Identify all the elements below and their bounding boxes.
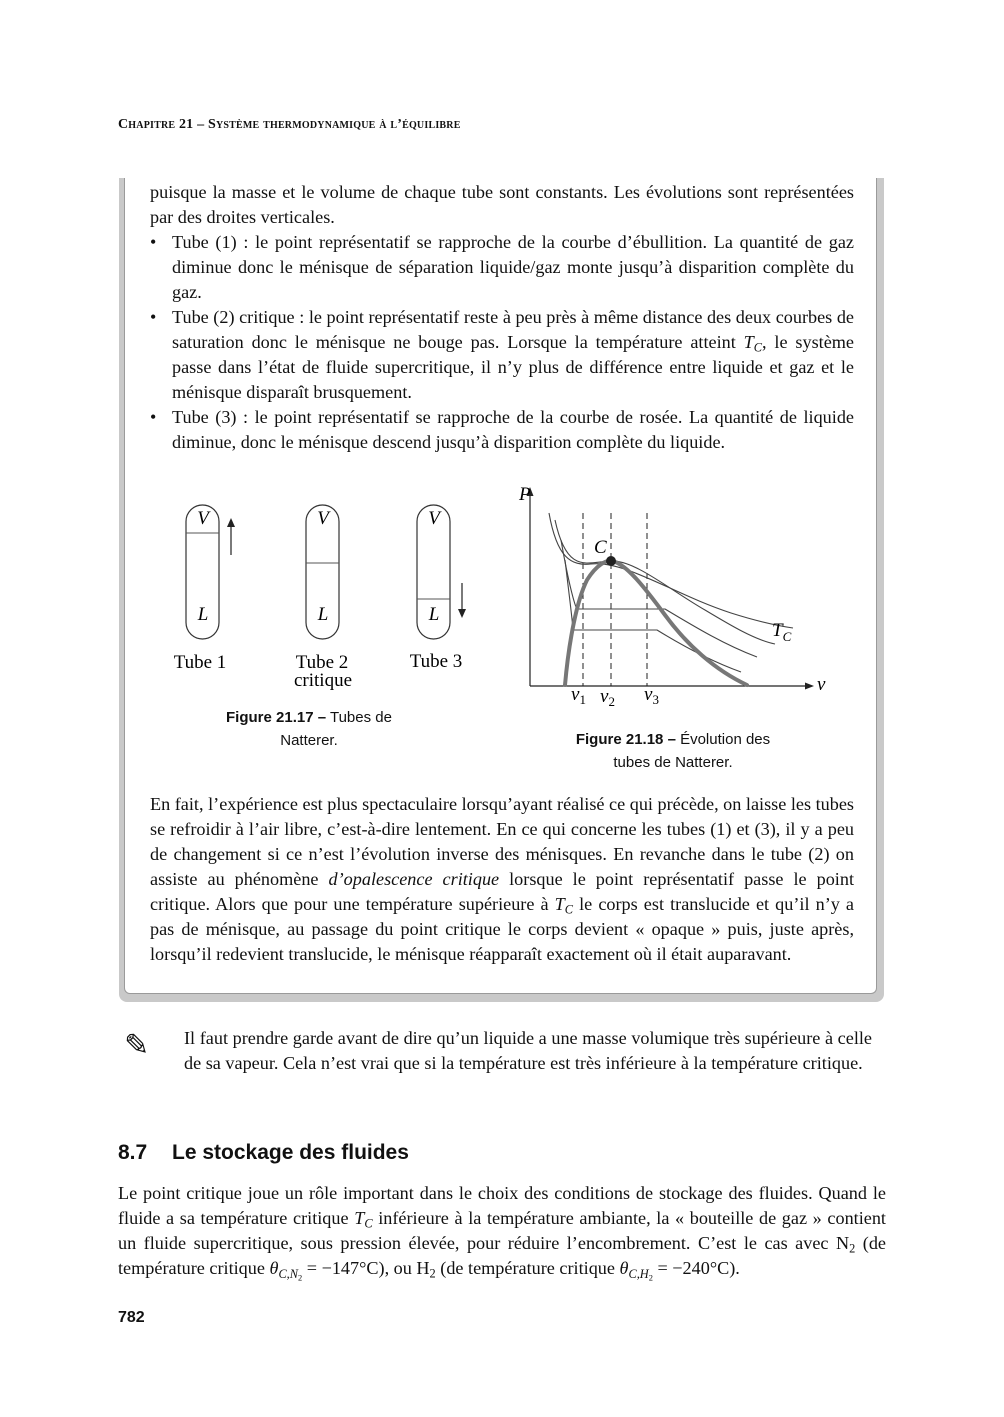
tube-2-name-line2: critique <box>293 670 353 691</box>
tube-3-liquid-label: L <box>428 604 440 625</box>
bullet-tube-1: • Tube (1) : le point représentatif se rapproche de la courbe d’ébullition. La quantité de gaz diminue donc le ménisque de séparation liquide/gaz monte jusqu’à disparition complète du gaz. <box>150 230 854 305</box>
figure-21-17-caption: Figure 21.17 – Tubes de Natterer. <box>226 709 392 749</box>
tube-2 <box>294 505 352 691</box>
figure-natterer-tubes <box>160 495 490 695</box>
critical-point-label: C <box>594 537 607 558</box>
bullet-tube-3: • Tube (3) : le point représentatif se rapproche de la courbe de rosée. La quantité de liquide diminue, donc le ménisque descend jusqu’à disparition complète du liquide. <box>150 405 854 455</box>
box-conclusion: En fait, l’expérience est plus spectaculaire lorsqu’ayant réalisé ce qui précède, on laisse les tubes se refroidir à l’air libre, c’est-à-dire lentement. En ce qui concerne les tubes (1) et (3), il y a peu de changement si ce n’est l’évolution inverse des ménisques. En revanche dans le tube (2) on assiste au phénomène d’opalescence critique lorsque le point représentatif passe le point critique. Alors que pour une température supérieure à $T_C$ le corps est translucide et qu’il n’y a pas de ménisque, au passage du point critique le corps devient « opaque » puis, juste après, lorsqu’il redevient translucide, le ménisque réapparaît exactement où il était auparavant. <box>150 794 855 964</box>
page-number: 782 <box>118 1309 145 1326</box>
v-axis-label: v <box>817 674 826 695</box>
bullet-list <box>150 230 854 455</box>
tube-1-vapor-label: V <box>197 508 209 529</box>
body-paragraph: Le point critique joue un rôle important dans le choix des conditions de stockage des fluides. Quand le fluide a sa température critique $T_C$ inférieure à la température ambiante, la « bouteille de gaz » contient un fluide supercritique, sous pression élevée, pour réduire l’encombrement. C’est le cas avec $N_2$ (de température critique $\theta_{C,N_2} = -147^\circ C$), ou $H_2$ (de température critique $\theta_{C,H_2} = -240^\circ C$). <box>118 1183 886 1283</box>
tube-1-name: Tube 1 <box>173 652 227 673</box>
tube-2-vapor-label: V <box>317 508 329 529</box>
isotherm-low-1 <box>561 540 757 657</box>
isotherm-high <box>549 513 793 628</box>
v1-label: $v_1$ <box>571 684 586 707</box>
p-axis-label: P <box>519 484 531 505</box>
box-intro: puisque la masse et le volume de chaque tube sont constants. Les évolutions sont représentées par des droites verticales. <box>150 182 854 227</box>
tube-2-name: Tube 2 <box>295 652 349 673</box>
margin-note: Il faut prendre garde avant de dire qu’un liquide a une masse volumique très supérieure à celle de sa vapeur. Cela n’est vrai que si la température est très inférieure à la température critique. <box>184 1028 872 1073</box>
critical-isotherm-label: $T_C$ <box>772 620 792 644</box>
tube-3-name: Tube 3 <box>409 651 463 672</box>
box-text-top <box>150 180 854 455</box>
tube-1 <box>174 505 235 673</box>
tube-3-vapor-label: V <box>428 508 440 529</box>
running-head: Chapitre 21 – Système thermodynamique à l’équilibre <box>118 117 461 132</box>
section-heading <box>118 1141 409 1165</box>
section-number: 8.7 <box>118 1141 148 1164</box>
section-title: Le stockage des fluides <box>172 1141 409 1164</box>
tube-2-liquid-label: L <box>317 604 329 625</box>
figure-21-18-caption: Figure 21.18 – Évolution des tubes de Natterer. <box>575 731 771 771</box>
tube-3 <box>410 505 466 672</box>
pencil-icon: ✎ <box>124 1028 150 1063</box>
tube-1-liquid-label: L <box>197 604 209 625</box>
critical-point-marker <box>606 556 616 566</box>
v3-label: $v_3$ <box>644 684 659 707</box>
figure-pv-diagram <box>505 480 835 710</box>
v2-label: $v_2$ <box>600 686 615 709</box>
bullet-tube-2: • Tube (2) critique : le point représentatif reste à peu près à même distance des deux courbes de saturation donc le ménisque ne bouge pas. Lorsque la température atteint $T_C$, le système passe dans l’état de fluide supercritique, il n’y plus de différence entre liquide et gaz et le ménisque disparaît brusquement. <box>150 305 854 405</box>
